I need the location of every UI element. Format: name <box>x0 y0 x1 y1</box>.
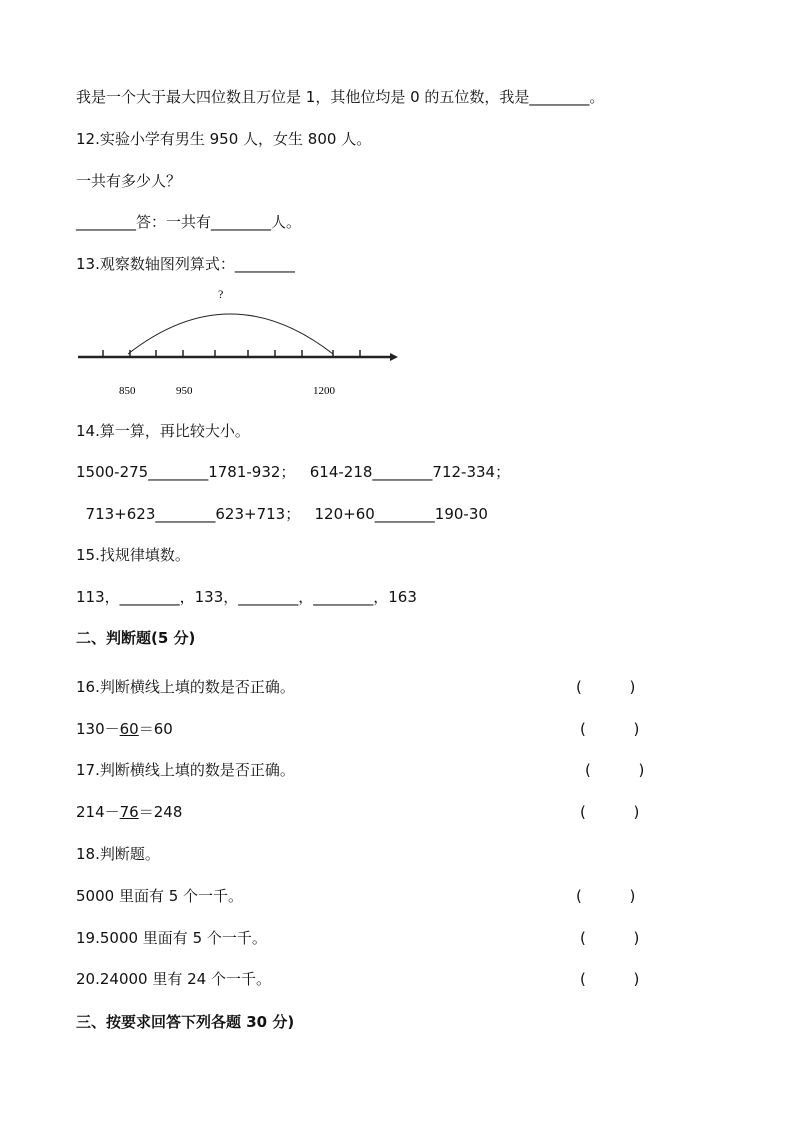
q17-eq-answer-paren[interactable]: ( ) <box>580 803 640 821</box>
q17-eq-left: 214－ <box>76 803 120 821</box>
q16-eq-answer-paren[interactable]: ( ) <box>580 720 640 738</box>
label-1200: 1200 <box>313 385 335 397</box>
q12-question: 一共有多少人？ <box>76 172 182 190</box>
q18-statement: 5000 里面有 5 个一千。 <box>76 887 244 905</box>
q11-text: 我是一个大于最大四位数且万位是 1，其他位均是 0 的五位数，我是________。 <box>76 88 605 106</box>
q17-eq-blank: 76 <box>119 803 139 821</box>
q16-answer-paren[interactable]: ( ) <box>576 678 636 696</box>
q16-eq-blank: 60 <box>119 720 139 738</box>
q18-answer-paren[interactable]: ( ) <box>576 887 636 905</box>
q12-text: 12.实验小学有男生 950 人，女生 800 人。 <box>76 130 372 148</box>
q15-row: 113，________，133，________，________，163 <box>76 588 417 606</box>
q19-text: 19.5000 里面有 5 个一千。 <box>76 929 267 947</box>
q17-text: 17.判断横线上填的数是否正确。 <box>76 761 295 779</box>
q14-row2: 713+623________623+713； 120+60________190-30 <box>76 505 488 523</box>
q14-title: 14.算一算，再比较大小。 <box>76 422 250 440</box>
label-850: 850 <box>119 385 136 397</box>
q17-answer-paren[interactable]: ( ) <box>585 761 645 779</box>
q15-title: 15.找规律填数。 <box>76 546 190 564</box>
q14-row1: 1500-275________1781-932； 614-218________712-334； <box>76 463 511 481</box>
section3-title: 三、按要求回答下列各题 30 分) <box>76 1013 295 1031</box>
q16-eq-left: 130－ <box>76 720 120 738</box>
axis-arrow <box>390 353 398 361</box>
q16-text: 16.判断横线上填的数是否正确。 <box>76 678 295 696</box>
q20-text: 20.24000 里有 24 个一千。 <box>76 970 271 988</box>
q20-answer-paren[interactable]: ( ) <box>580 970 640 988</box>
q19-answer-paren[interactable]: ( ) <box>580 929 640 947</box>
q13-text: 13.观察数轴图列算式：________ <box>76 255 295 273</box>
q18-text: 18.判断题。 <box>76 845 160 863</box>
question-mark: ? <box>218 287 224 301</box>
label-950: 950 <box>176 385 193 397</box>
arc <box>128 314 333 354</box>
q16-equation <box>76 718 173 740</box>
q17-equation <box>76 801 182 823</box>
q16-eq-right: ＝60 <box>138 720 173 738</box>
q12-answer: ________答：一共有________人。 <box>76 213 302 231</box>
q17-eq-right: ＝248 <box>138 803 183 821</box>
number-line-figure <box>0 280 794 400</box>
section2-title: 二、判断题(5 分) <box>76 629 196 647</box>
